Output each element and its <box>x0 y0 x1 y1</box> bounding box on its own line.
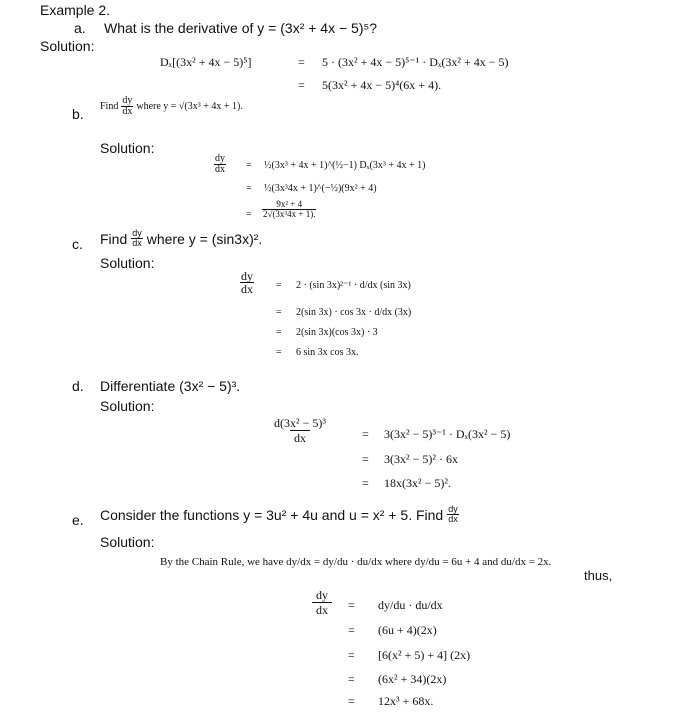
part-a-label: a. <box>74 20 86 36</box>
part-d-lhs <box>270 416 330 445</box>
part-e-solution-label: Solution: <box>100 534 155 550</box>
equals-sign: = <box>298 78 305 92</box>
part-c-solution-label: Solution: <box>100 255 155 271</box>
equals-sign: = <box>298 55 305 69</box>
part-c-line2: 2(sin 3x) · cos 3x · d/dx (3x) <box>296 307 412 318</box>
fraction-numerator: d(3x² − 5)³ <box>274 416 326 430</box>
part-c-line3: 2(sin 3x)(cos 3x) · 3 <box>296 327 378 338</box>
part-a-lhs: Dₓ[(3x² + 4x − 5)⁵] <box>160 55 252 69</box>
part-e-line1: dy/du · du/dx <box>378 598 443 612</box>
part-c-lhs <box>240 270 254 295</box>
part-a-line1: 5 · (3x² + 4x − 5)⁵⁻¹ · Dₓ(3x² + 4x − 5) <box>322 55 509 69</box>
equals-sign: = <box>276 327 282 338</box>
equals-sign: = <box>362 452 369 466</box>
part-e-question <box>100 505 459 524</box>
fraction-denominator: dx <box>312 602 332 617</box>
fraction-numerator: dy <box>241 269 253 283</box>
part-b-line3 <box>262 200 316 219</box>
part-d-question: Differentiate (3x² − 5)³. <box>100 378 241 394</box>
example-title: Example 2. <box>40 2 111 18</box>
fraction-denominator: dx <box>215 164 225 175</box>
equals-sign: = <box>362 427 369 441</box>
fraction-denominator: 2√(3x³4x + 1). <box>263 209 316 219</box>
part-e-chain-intro: By the Chain Rule, we have dy/dx = dy/du · du/dx where dy/du = 6u + 4 and du/dx = 2x. <box>160 556 552 568</box>
part-b-fraction <box>121 96 133 117</box>
part-c-where: where y = (sin3x)². <box>146 230 263 247</box>
part-d-label: d. <box>72 378 84 394</box>
part-c-find: Find <box>100 230 128 247</box>
part-e-line4: (6x² + 34)(2x) <box>378 672 447 686</box>
part-b-line1: ½(3x³ + 4x + 1)^(½−1) Dₓ(3x³ + 4x + 1) <box>264 160 426 171</box>
part-c-question <box>100 229 262 248</box>
part-e-line2: (6u + 4)(2x) <box>378 623 437 637</box>
part-e-label: e. <box>72 512 84 528</box>
part-d-line2: 3(3x² − 5)² · 6x <box>384 452 458 466</box>
equals-sign: = <box>276 347 282 358</box>
equals-sign: = <box>348 672 355 686</box>
part-d-line1: 3(3x² − 5)³⁻¹ · Dₓ(3x² − 5) <box>384 427 511 441</box>
part-b-line2: ½(3x³4x + 1)^(−½)(9x² + 4) <box>264 183 377 194</box>
part-a-line2: 5(3x² + 4x − 5)⁴(6x + 4). <box>322 78 442 92</box>
fraction-denominator: dx <box>448 514 458 524</box>
equals-sign: = <box>246 183 252 194</box>
equals-sign: = <box>276 280 282 291</box>
part-e-lhs <box>312 588 332 617</box>
part-a-question: What is the derivative of y = (3x² + 4x − 5)⁵? <box>104 20 378 36</box>
part-c-line1: 2 · (sin 3x)²⁻¹ · d/dx (sin 3x) <box>296 280 411 291</box>
part-c-label: c. <box>72 236 83 252</box>
equals-sign: = <box>348 694 355 708</box>
part-d-line3: 18x(3x² − 5)². <box>384 476 451 490</box>
fraction-numerator: dy <box>122 95 133 106</box>
part-e-fraction <box>447 505 459 524</box>
part-b-find: Find <box>100 101 119 112</box>
fraction-numerator: 9x² + 4 <box>276 199 303 209</box>
fraction-denominator: dx <box>132 238 142 248</box>
part-e-thus: thus, <box>584 568 613 583</box>
part-c-line4: 6 sin 3x cos 3x. <box>296 347 359 358</box>
fraction-numerator: dy <box>316 588 328 602</box>
part-a-solution-label: Solution: <box>40 38 95 54</box>
equals-sign: = <box>362 476 369 490</box>
part-b-question <box>100 96 243 117</box>
equals-sign: = <box>276 307 282 318</box>
part-b-label: b. <box>72 106 84 122</box>
part-e-question-text: Consider the functions y = 3u² + 4u and u = x² + 5. Find <box>100 506 444 523</box>
part-b-where: where y = √(3x³ + 4x + 1). <box>136 101 243 112</box>
fraction-numerator: dy <box>215 153 225 164</box>
part-e-line3: [6(x² + 5) + 4] (2x) <box>378 648 471 662</box>
equals-sign: = <box>246 160 252 171</box>
fraction-denominator: dx <box>290 430 310 445</box>
part-e-line5: 12x³ + 68x. <box>378 694 434 708</box>
part-d-solution-label: Solution: <box>100 398 155 414</box>
fraction-denominator: dx <box>122 106 133 117</box>
equals-sign: = <box>348 623 355 637</box>
part-b-solution-label: Solution: <box>100 140 155 156</box>
equals-sign: = <box>348 598 355 612</box>
equals-sign: = <box>246 209 252 220</box>
fraction-numerator: dy <box>132 228 142 238</box>
part-c-fraction <box>131 229 143 248</box>
equals-sign: = <box>348 648 355 662</box>
part-b-lhs <box>214 154 226 175</box>
fraction-numerator: dy <box>448 504 458 514</box>
fraction-denominator: dx <box>241 282 253 296</box>
